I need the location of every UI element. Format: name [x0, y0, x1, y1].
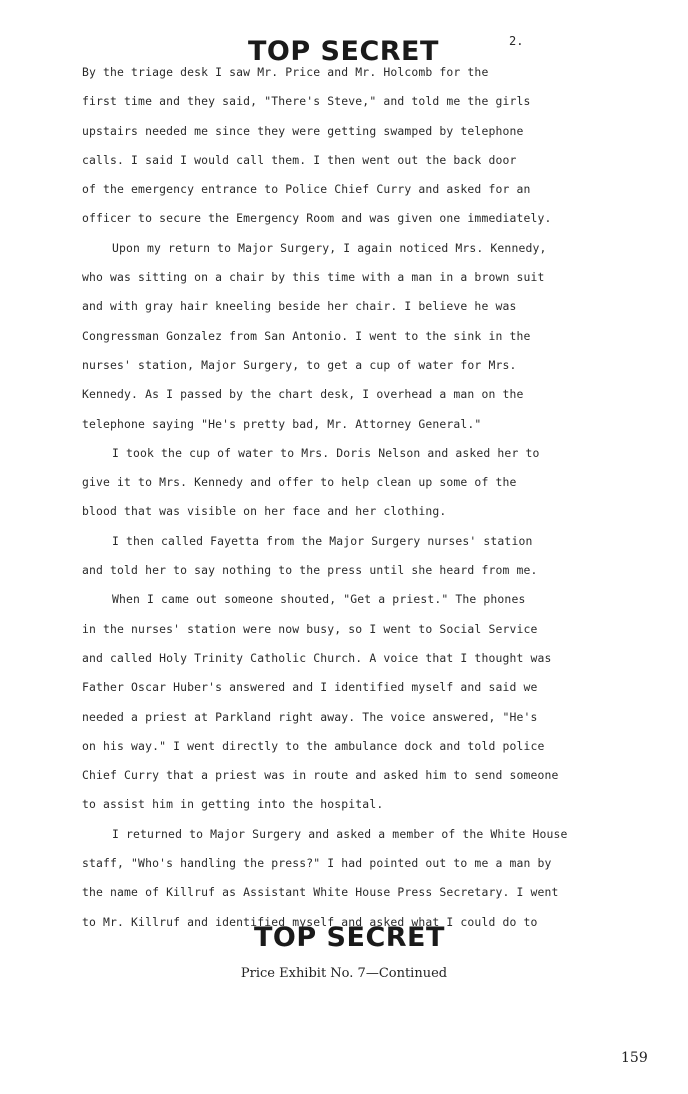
body-text	[82, 58, 602, 937]
text-line: and called Holy Trinity Catholic Church. A voice that I thought was	[82, 650, 552, 665]
text-line: who was sitting on a chair by this time with a man in a brown suit	[82, 270, 545, 285]
text-line: and with gray hair kneeling beside her chair. I believe he was	[82, 299, 517, 314]
text-line: I took the cup of water to Mrs. Doris Nelson and asked her to	[112, 445, 540, 460]
text-line: Chief Curry that a priest was in route and asked him to send someone	[82, 768, 559, 783]
text-line: in the nurses' station were now busy, so I went to Social Service	[82, 621, 538, 636]
page-marker: 2.	[509, 34, 524, 48]
text-line: the name of Killruf as Assistant White House Press Secretary. I went	[82, 885, 559, 900]
text-line: Kennedy. As I passed by the chart desk, I overhead a man on the	[82, 387, 524, 402]
exhibit-caption: Price Exhibit No. 7—Continued	[240, 966, 448, 981]
text-line: give it to Mrs. Kennedy and offer to help clean up some of the	[82, 475, 517, 490]
text-line: needed a priest at Parkland right away. The voice answered, "He's	[82, 709, 538, 724]
text-line: first time and they said, "There's Steve," and told me the girls	[82, 94, 531, 109]
text-line: I returned to Major Surgery and asked a member of the White House	[112, 826, 568, 841]
text-line: and told her to say nothing to the press until she heard from me.	[82, 563, 538, 578]
page-number: 159	[621, 1050, 648, 1066]
text-line: blood that was visible on her face and her clothing.	[82, 504, 447, 519]
text-line: calls. I said I would call them. I then went out the back door	[82, 152, 517, 167]
text-line: staff, "Who's handling the press?" I had pointed out to me a man by	[82, 856, 552, 871]
text-line: Father Oscar Huber's answered and I identified myself and said we	[82, 680, 538, 695]
text-line: upstairs needed me since they were getting swamped by telephone	[82, 123, 524, 138]
text-line: nurses' station, Major Surgery, to get a cup of water for Mrs.	[82, 357, 517, 372]
text-line: By the triage desk I saw Mr. Price and Mr. Holcomb for the	[82, 65, 489, 79]
text-line: to assist him in getting into the hospital.	[82, 797, 384, 812]
text-line: telephone saying "He's pretty bad, Mr. Attorney General."	[82, 416, 482, 431]
text-line: Upon my return to Major Surgery, I again noticed Mrs. Kennedy,	[112, 240, 547, 255]
top-secret-stamp-bottom: TOP SECRET	[254, 922, 445, 953]
text-line: I then called Fayetta from the Major Surgery nurses' station	[112, 533, 533, 548]
text-line: to Mr. Killruf and identified myself and asked what I could do to	[82, 914, 538, 929]
text-line: of the emergency entrance to Police Chief Curry and asked for an	[82, 182, 531, 197]
text-line: on his way." I went directly to the ambulance dock and told police	[82, 738, 545, 753]
text-line: When I came out someone shouted, "Get a priest." The phones	[112, 592, 526, 607]
text-line: Congressman Gonzalez from San Antonio. I went to the sink in the	[82, 328, 531, 343]
text-line: officer to secure the Emergency Room and was given one immediately.	[82, 211, 552, 226]
top-secret-stamp-top: TOP SECRET	[248, 36, 439, 67]
